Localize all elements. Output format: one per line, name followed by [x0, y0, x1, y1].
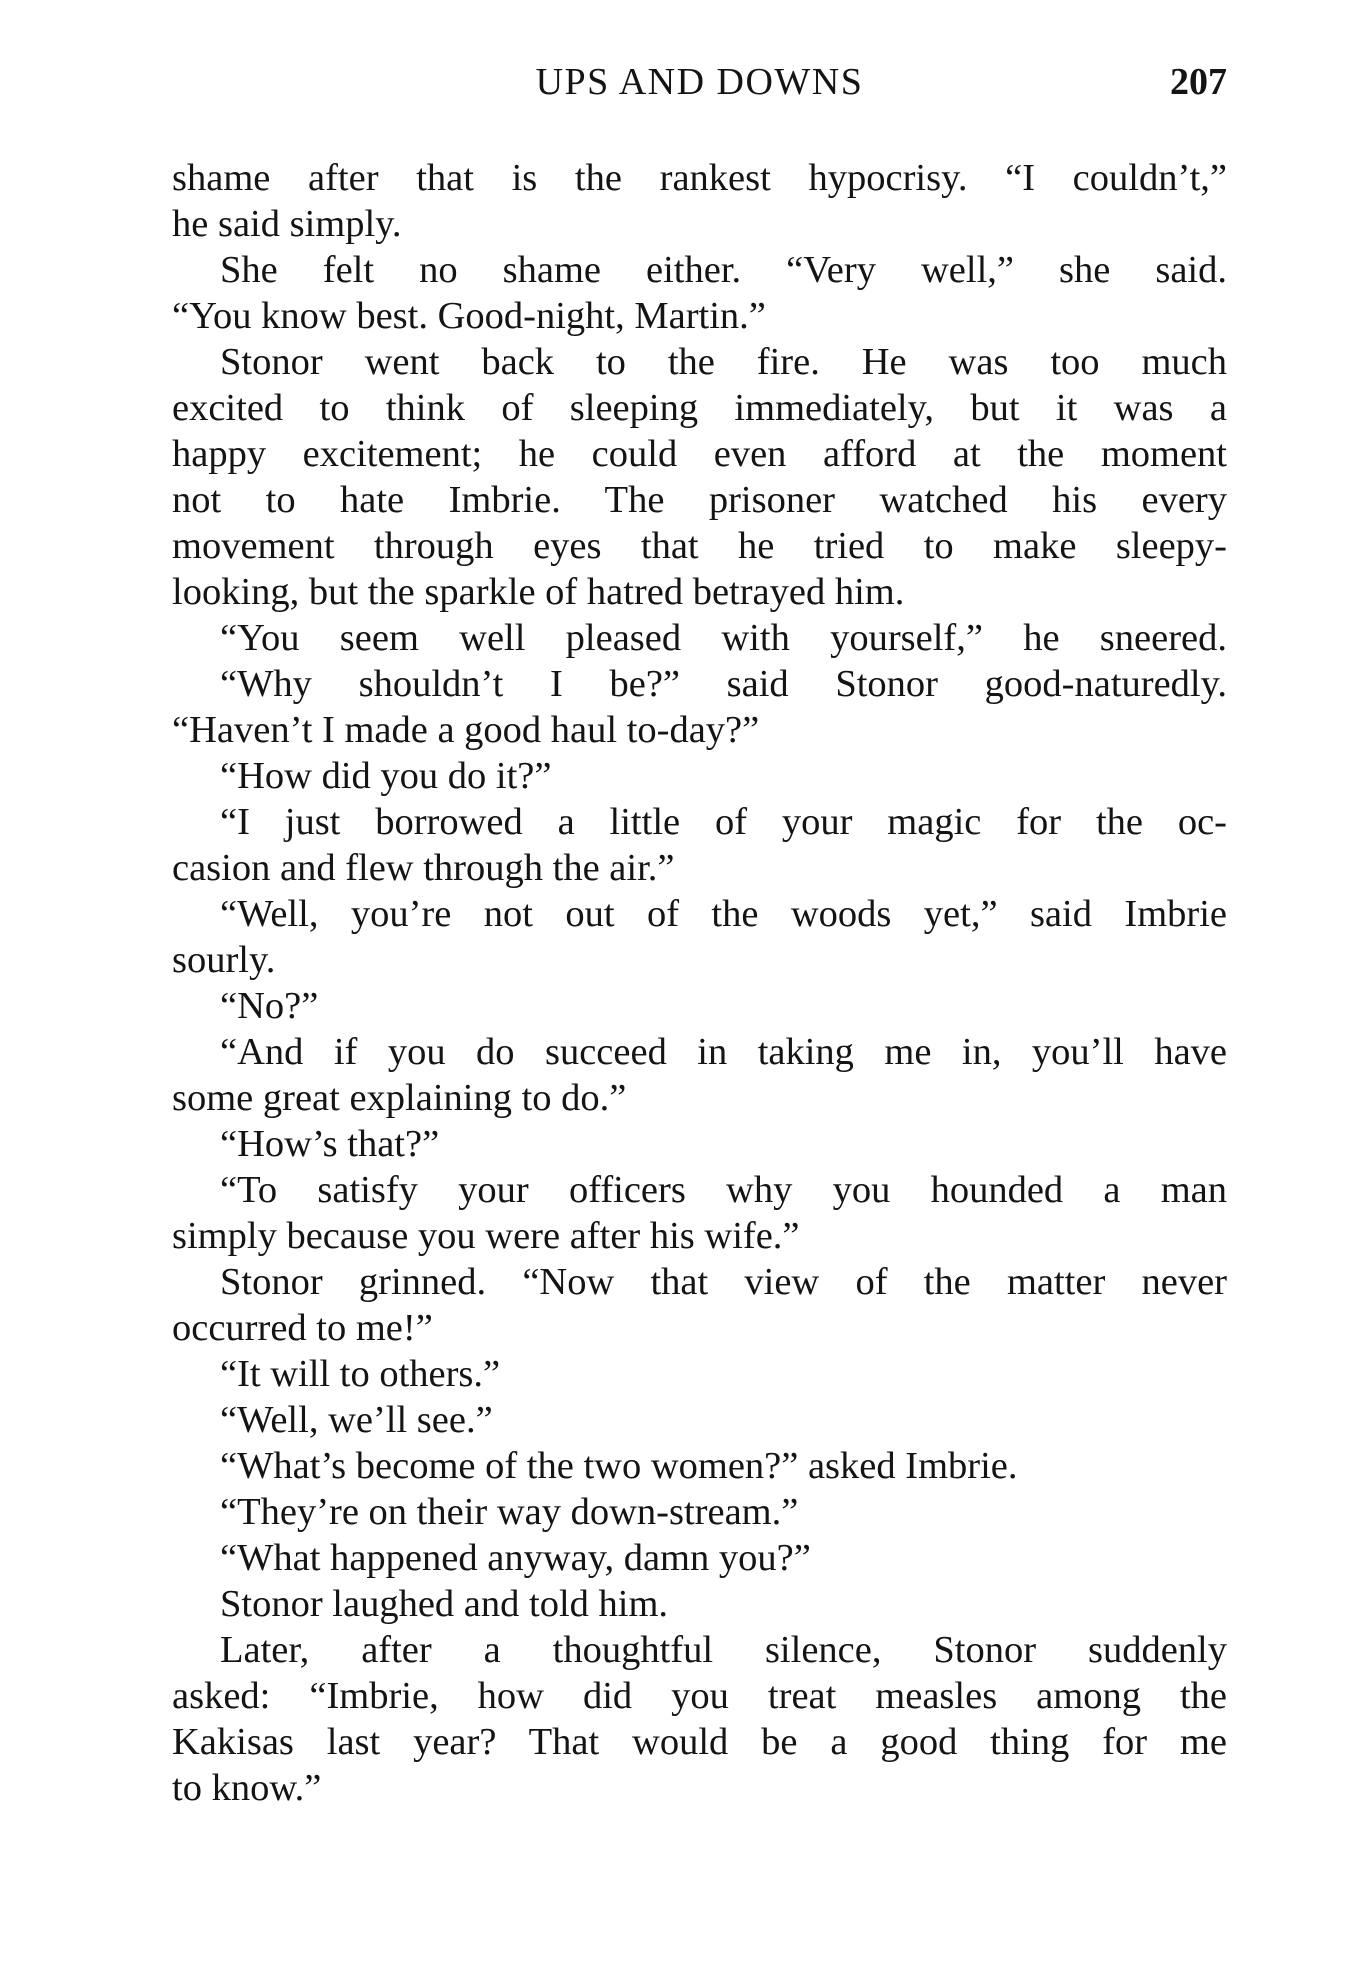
- text-line: Kakisas last year? That would be a good thing for me: [172, 1721, 1227, 1763]
- text-line: “Well, we’ll see.”: [220, 1399, 493, 1441]
- text-line: he said simply.: [172, 203, 402, 245]
- text-line: Stonor laughed and told him.: [220, 1583, 669, 1625]
- text-line: “They’re on their way down-stream.”: [220, 1491, 799, 1533]
- text-line: to know.”: [172, 1767, 322, 1809]
- text-line: shame after that is the rankest hypocrisy. “I couldn’t,”: [172, 157, 1227, 199]
- text-line: Stonor went back to the fire. He was too much: [220, 341, 1227, 383]
- text-line: “What’s become of the two women?” asked Imbrie.: [220, 1445, 1018, 1487]
- running-head: UPS AND DOWNS: [535, 61, 864, 103]
- text-line: “No?”: [220, 985, 319, 1027]
- text-line: happy excitement; he could even afford at the moment: [172, 433, 1227, 475]
- text-line: movement through eyes that he tried to make sleepy-: [172, 525, 1227, 567]
- text-line: “How’s that?”: [220, 1123, 440, 1165]
- text-line: “What happened anyway, damn you?”: [220, 1537, 811, 1579]
- page-number: 207: [1170, 61, 1227, 103]
- text-line: not to hate Imbrie. The prisoner watched his every: [172, 479, 1227, 521]
- body-text: [172, 155, 1227, 1811]
- text-line: She felt no shame either. “Very well,” she said.: [220, 249, 1227, 291]
- text-line: casion and flew through the air.”: [172, 847, 675, 889]
- text-line: simply because you were after his wife.”: [172, 1215, 800, 1257]
- text-line: Later, after a thoughtful silence, Stonor suddenly: [220, 1629, 1227, 1671]
- text-line: Stonor grinned. “Now that view of the matter never: [220, 1261, 1227, 1303]
- text-line: “To satisfy your officers why you hounded a man: [220, 1169, 1227, 1211]
- text-line: sourly.: [172, 939, 276, 981]
- text-line: “I just borrowed a little of your magic for the oc-: [220, 801, 1227, 843]
- text-line: “Why shouldn’t I be?” said Stonor good-naturedly.: [220, 663, 1227, 705]
- text-line: “You know best. Good-night, Martin.”: [172, 295, 766, 337]
- text-line: “It will to others.”: [220, 1353, 501, 1395]
- text-line: “And if you do succeed in taking me in, you’ll have: [220, 1031, 1227, 1073]
- text-line: looking, but the sparkle of hatred betrayed him.: [172, 571, 905, 613]
- text-line: “Haven’t I made a good haul to-day?”: [172, 709, 760, 751]
- text-line: asked: “Imbrie, how did you treat measles among the: [172, 1675, 1227, 1717]
- text-line: occurred to me!”: [172, 1307, 433, 1349]
- text-line: some great explaining to do.”: [172, 1077, 627, 1119]
- text-line: “Well, you’re not out of the woods yet,” said Imbrie: [220, 893, 1227, 935]
- text-line: “How did you do it?”: [220, 755, 552, 797]
- page-header: [172, 56, 1227, 108]
- text-line: excited to think of sleeping immediately, but it was a: [172, 387, 1227, 429]
- text-line: “You seem well pleased with yourself,” he sneered.: [220, 617, 1227, 659]
